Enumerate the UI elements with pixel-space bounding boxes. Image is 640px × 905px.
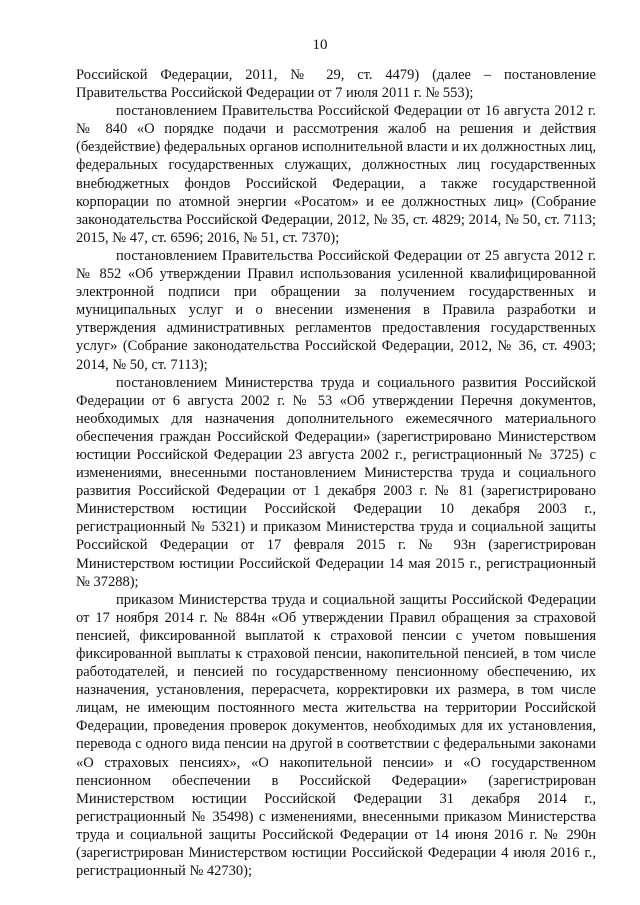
document-body	[76, 66, 596, 880]
paragraph-resolution-852: постановлением Правительства Российской Федерации от 25 августа 2012 г. № 852 «Об утверждении Правил использования усиленной квалифицированной электронной подписи при обращении за получением государственных и муниципальных услуг и о внесении изменения в Правила разработки и утверждения административных регламентов предоставления государственных услуг» (Собрание законодательства Российской Федерации, 2012, № 36, ст. 4903; 2014, № 50, ст. 7113);	[76, 247, 596, 373]
paragraph-resolution-840: постановлением Правительства Российской Федерации от 16 августа 2012 г. № 840 «О порядке подачи и рассмотрения жалоб на решения и действия (бездействие) федеральных органов исполнительной власти и их должностных лиц, федеральных государственных служащих, должностных лиц государственных внебюджетных фондов Российской Федерации, а также государственной корпорации по атомной энергии «Росатом» и ее должностных лиц» (Собрание законодательства Российской Федерации, 2012, № 35, ст. 4829; 2014, № 50, ст. 7113; 2015, № 47, ст. 6596; 2016, № 51, ст. 7370);	[76, 103, 596, 246]
paragraph-resolution-53: постановлением Министерства труда и социального развития Российской Федерации от 6 августа 2002 г. № 53 «Об утверждении Перечня документов, необходимых для назначения дополнительного ежемесячного материального обеспечения граждан Российской Федерации» (зарегистрировано Министерством юстиции Российской Федерации 23 августа 2002 г., регистрационный № 3725) с изменениями, внесенными постановлением Министерства труда и социального развития Российской Федерации от 1 декабря 2003 г. № 81 (зарегистрировано Министерством юстиции Российской Федерации 10 декабря 2003 г., регистрационный № 5321) и приказом Министерства труда и социальной защиты Российской Федерации от 17 февраля 2015 г. № 93н (зарегистрирован Министерством юстиции Российской Федерации 14 мая 2015 г., регистрационный № 37288);	[76, 374, 596, 590]
page-number: 10	[312, 37, 328, 53]
paragraph-continuation: Российской Федерации, 2011, № 29, ст. 4479) (далее – постановление Правительства Российской Федерации от 7 июля 2011 г. № 553);	[76, 67, 596, 102]
paragraph-order-884n: приказом Министерства труда и социальной защиты Российской Федерации от 17 ноября 2014 г. № 884н «Об утверждении Правил обращения за страховой пенсией, фиксированной выплатой к страховой пенсии с учетом повышения фиксированной выплаты к страховой пенсии, накопительной пенсией, в том числе работодателей, и пенсией по государственному пенсионному обеспечению, их назначения, установления, перерасчета, корректировки их размера, в том числе лицам, не имеющим постоянного места жительства на территории Российской Федерации, проведения проверок документов, необходимых для их установления, перевода с одного вида пенсии на другой в соответствии с федеральными законами «О страховых пенсиях», «О накопительной пенсии» и «О государственном пенсионном обеспечении в Российской Федерации» (зарегистрирован Министерством юстиции Российской Федерации 31 декабря 2014 г., регистрационный № 35498) с изменениями, внесенными приказом Министерства труда и социальной защиты Российской Федерации от 14 июня 2016 г. № 290н (зарегистрирован Министерством юстиции Российской Федерации 4 июля 2016 г., регистрационный № 42730);	[76, 591, 596, 880]
